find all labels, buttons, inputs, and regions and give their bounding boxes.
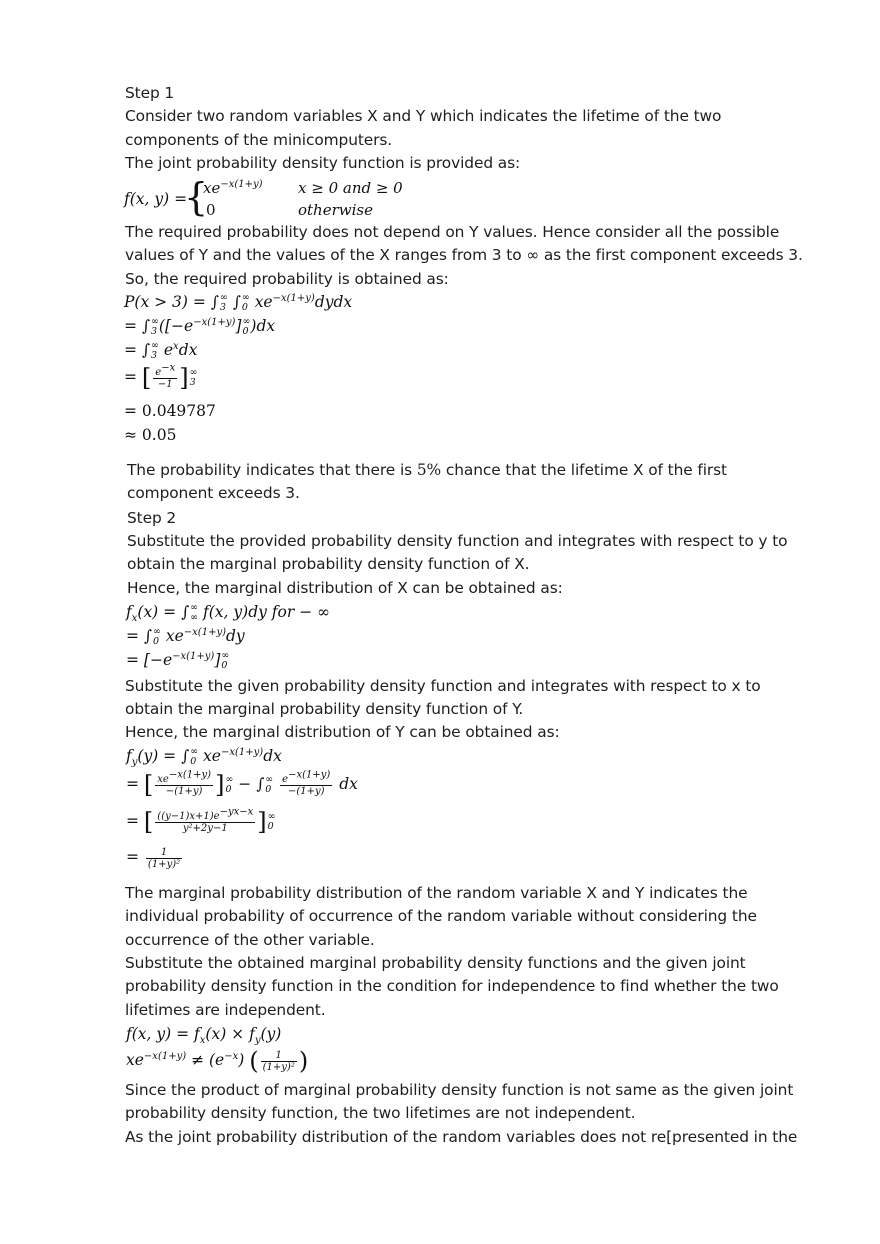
step2-paragraph-line: occurrence of the other variable. [125,931,375,949]
equation-line: = [ $\frac{e^{-x}}{-1}$ ] ∞ 3 [124,362,198,392]
step2-paragraph-line: probability density function in the condition for independence to find whether the two [125,977,779,995]
equation-line: P(x > 3) = ∫ ∞ 3 ∫ ∞ 0 $xe^{-x(1+y)}dydx$ [124,292,353,313]
equation-line: = ∫ ∞ 3 $e^xdx$ [124,340,198,361]
step1-paragraph-line: So, the required probability is obtained as: [125,270,449,288]
step2-paragraph-line: individual probability of occurrence of the random variable without considering the [125,907,757,925]
step2-paragraph-line: The marginal probability distribution of the random variable X and Y indicates the [125,884,748,902]
step1-paragraph-line: The joint probability density function is provided as: [125,154,521,172]
equation-line: f(x, $y) = f_x(x) \times f_y(y)$ [126,1025,282,1047]
step2-paragraph-line: Substitute the provided probability density function and integrates with respect to y to [127,532,788,550]
pdf-case1-expr: $xe^{-x(1+y)}$ [203,179,263,197]
step2-paragraph-line: Since the product of marginal probability density function is not same as the given joint [125,1081,794,1099]
step2-paragraph-line: Substitute the obtained marginal probability density functions and the given joint [125,954,746,972]
equation-line: $f_y(y)$ = ∫ ∞ 0 $xe^{-x(1+y)}dx$ [126,746,282,769]
step1-paragraph-line: Consider two random variables X and Y which indicates the lifetime of the two [125,107,722,125]
step2-heading: Step 2 [127,509,177,527]
pdf-lhs: f(x, y) = [124,190,188,208]
equation-line: = ∫ ∞ 3 ($[-e^{-x(1+y)}]$ ∞ 0 )dx [124,316,276,337]
equation-line: = $\frac{1}{\text{(1+y)²}}$ [126,846,181,870]
step2-paragraph-line: obtain the marginal probability density function of X. [127,555,530,573]
step2-paragraph-line: obtain the marginal probability density function of Y. [125,700,524,718]
step1-paragraph-line: components of the minicomputers. [125,131,393,149]
pdf-case1-condition: x ≥ 0 and ≥ 0 [298,179,403,197]
equation-line: $f_x(x)$ = ∫ ∞ ∞ f(x, y)dy for − ∞ [126,602,331,625]
step1-paragraph-line: component exceeds 3. [127,484,300,502]
equation-result: = 0.049787 [124,402,216,420]
step2-paragraph-line: Substitute the given probability density function and integrates with respect to x to [125,677,761,695]
equation-result-approx: ≈ 0.05 [124,426,177,444]
step2-paragraph-line: Hence, the marginal distribution of X can be obtained as: [127,579,563,597]
equation-line: = ∫ ∞ 0 $xe^{-x(1+y)}dy$ [126,626,245,647]
equation-line: = [ $\frac{((y-1)x+1)e^{-yx-x}}{\text{y²+2y−1}}$ ] ∞ 0 [126,806,276,836]
pdf-brace: { [184,175,209,219]
step1-conclusion: The probability indicates that there is 5% chance that the lifetime X of the first [127,461,727,479]
pdf-case2-expr: 0 [206,201,216,219]
step1-paragraph-line: The required probability does not depend on Y values. Hence consider all the possible [125,223,780,241]
equation-line: = [ $\frac{xe^{-x(1+y)}}{-(1+y)}$ ] ∞ 0 − ∫ ∞ 0 $\frac{e^{-x(1+y)}}{-(1+y)}$ dx [126,769,358,799]
step2-paragraph-line: lifetimes are independent. [125,1001,326,1019]
step2-paragraph-line: Hence, the marginal distribution of Y can be obtained as: [125,723,560,741]
step2-paragraph-line: As the joint probability distribution of the random variables does not re[presented in the [125,1128,798,1146]
step1-heading: Step 1 [125,84,175,102]
pdf-case2-condition: otherwise [298,201,373,219]
equation-line: = $[-e^{-x(1+y)}]$ ∞ 0 [126,650,230,671]
step2-paragraph-line: probability density function, the two lifetimes are not independent. [125,1104,636,1122]
step1-paragraph-line: values of Y and the values of the X ranges from 3 to ∞ as the first component exceeds 3. [125,246,803,264]
equation-line: $xe^{-x(1+y)} \ne (e^{-x})$ ( $\frac{1}{\text{(1+y)²}}$ ) [126,1047,309,1075]
